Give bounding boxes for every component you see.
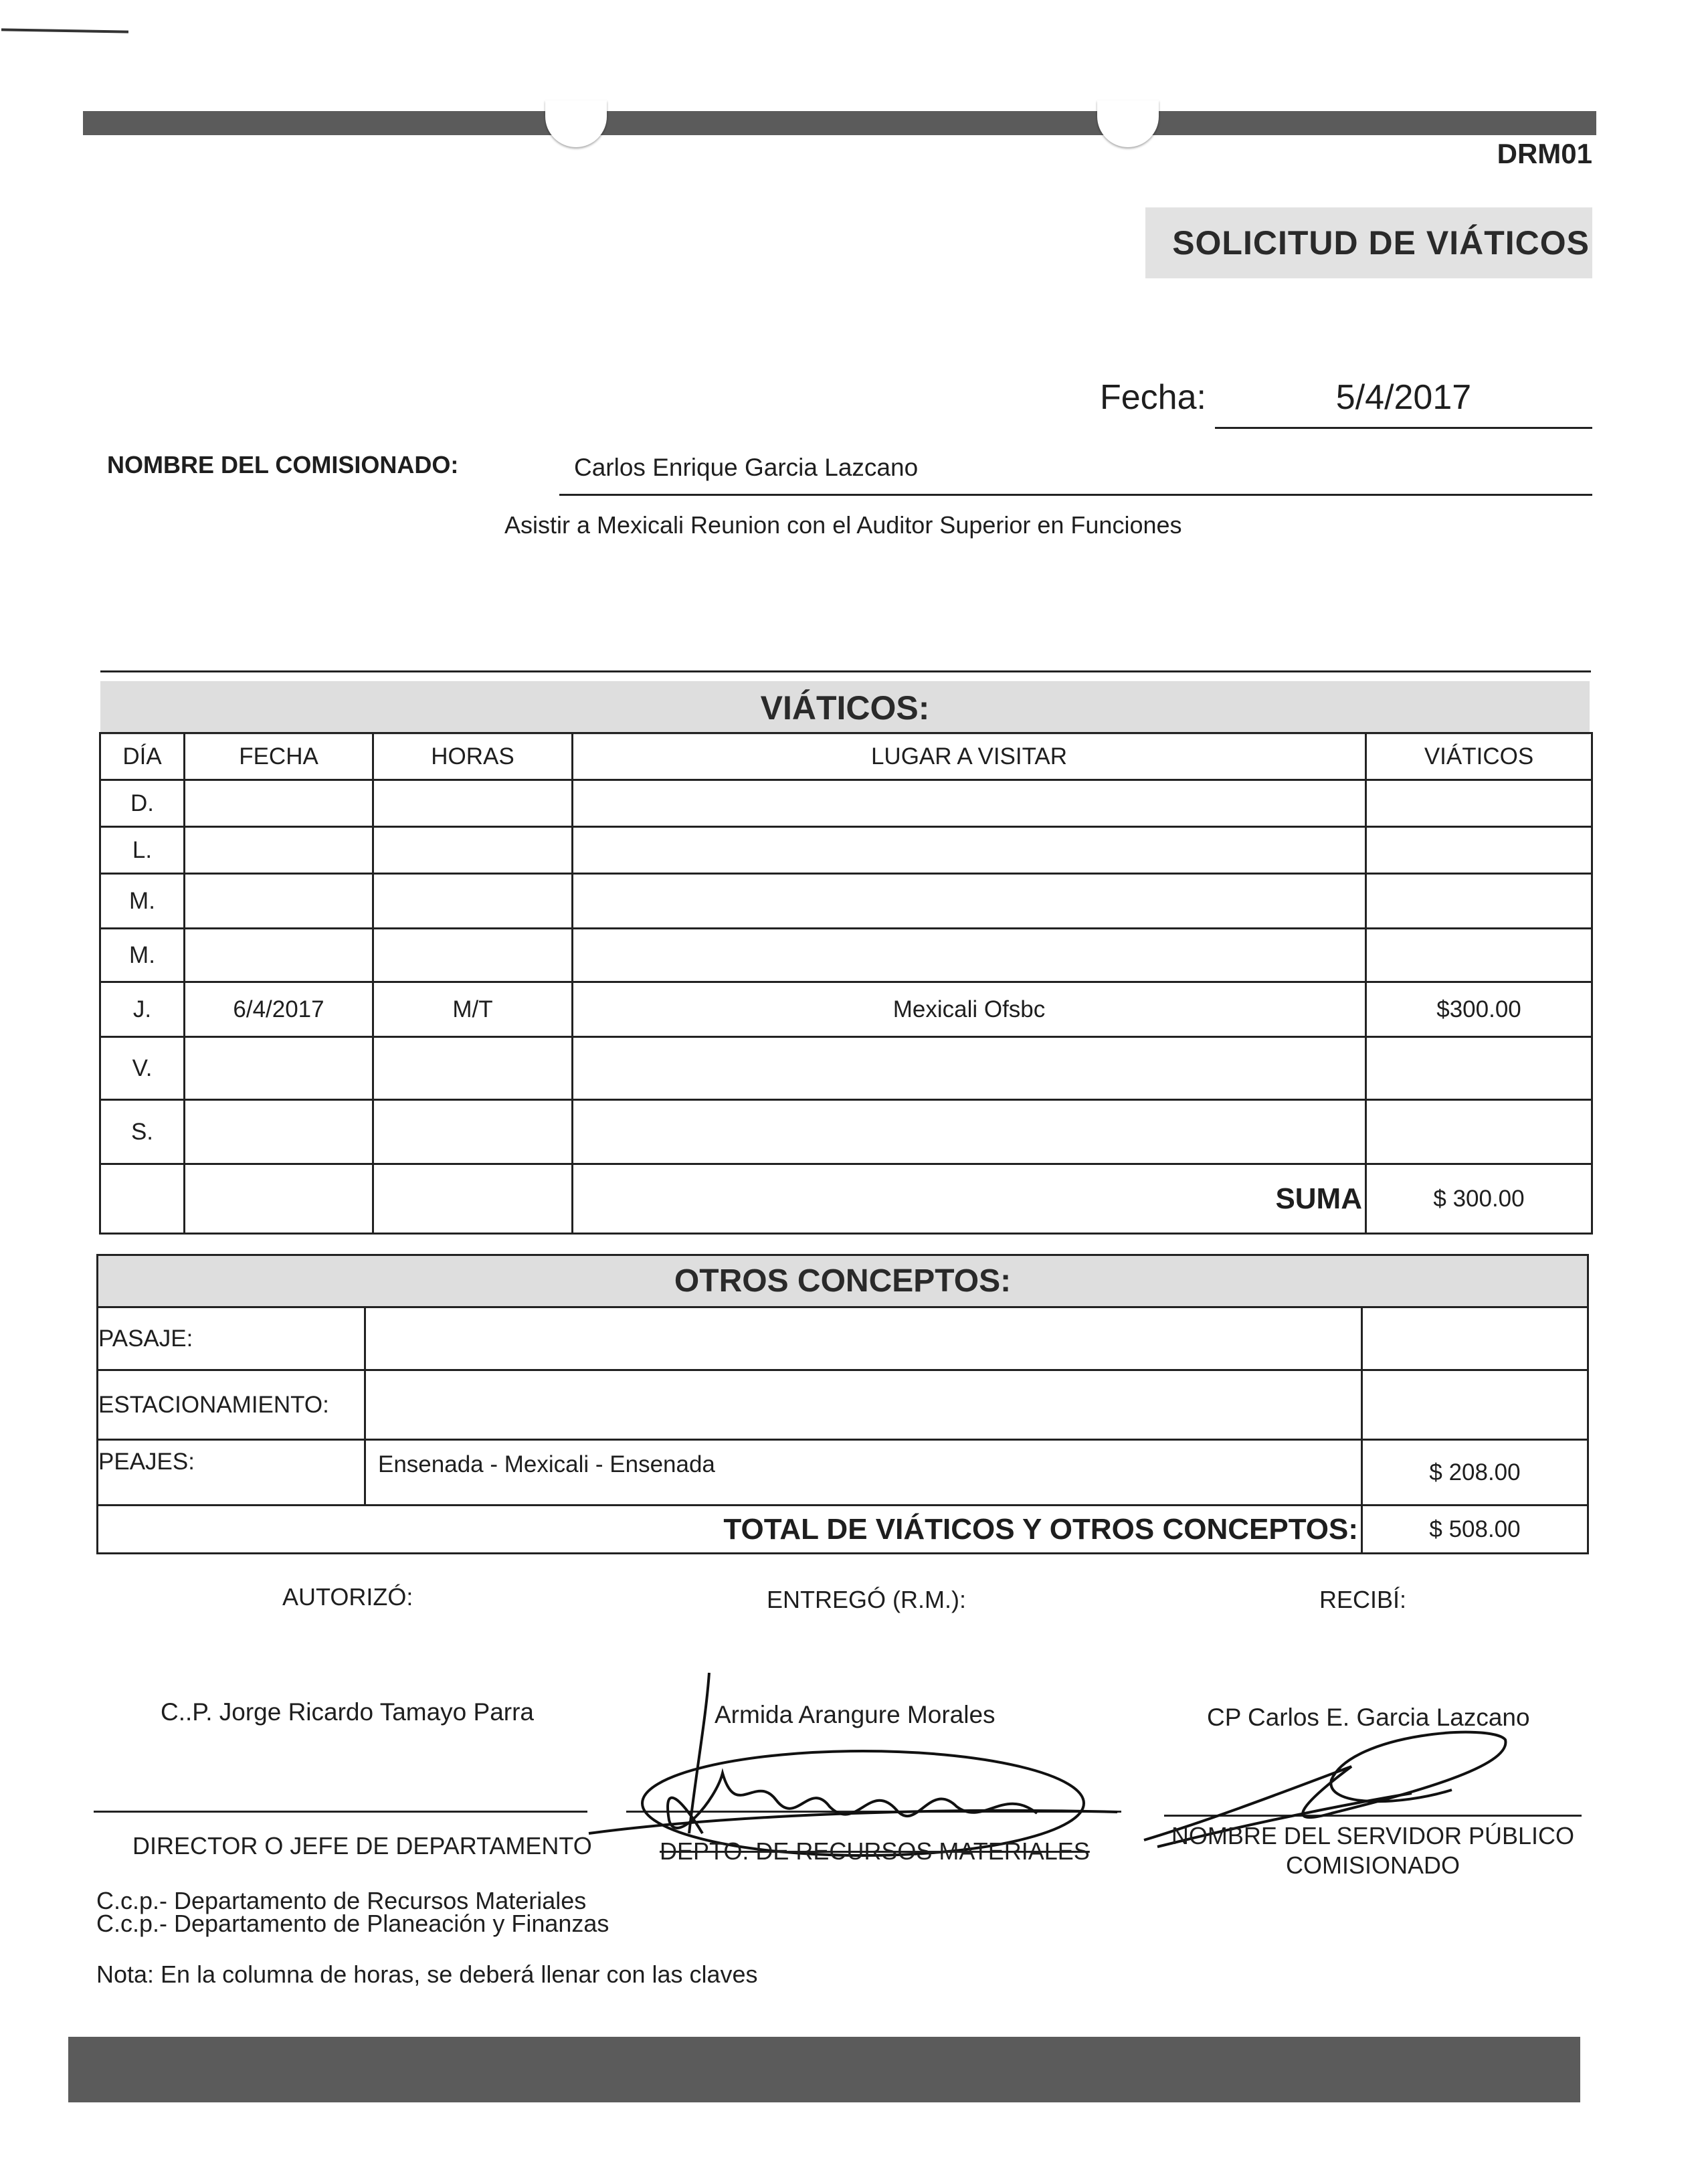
motivo-underline — [100, 670, 1591, 672]
dia-cell: D. — [100, 780, 185, 827]
horas-cell: M/T — [373, 982, 573, 1037]
viaticos-cell — [1366, 827, 1592, 874]
dia-cell: M. — [100, 874, 185, 929]
fecha-cell: 6/4/2017 — [185, 982, 373, 1037]
fecha-cell — [185, 929, 373, 982]
otros-label: ESTACIONAMIENTO: — [98, 1370, 365, 1440]
fecha-cell — [185, 780, 373, 827]
table-row — [100, 874, 1592, 929]
punch-hole — [1097, 100, 1159, 147]
punch-hole — [545, 100, 607, 147]
recibi-role-line2: COMISIONADO — [1285, 1851, 1460, 1879]
entrego-label: ENTREGÓ (R.M.): — [767, 1586, 966, 1613]
table-row — [98, 1370, 1588, 1440]
col-header-fecha: FECHA — [185, 733, 373, 780]
table-row — [100, 780, 1592, 827]
total-label: TOTAL DE VIÁTICOS Y OTROS CONCEPTOS: — [98, 1506, 1362, 1554]
fecha-cell — [185, 1037, 373, 1100]
table-row — [100, 929, 1592, 982]
horas-cell — [373, 1100, 573, 1164]
bottom-bar — [68, 2037, 1580, 2102]
suma-row — [100, 1164, 1592, 1234]
viaticos-cell — [1366, 780, 1592, 827]
ccp-line: C.c.p.- Departamento de Planeación y Finanzas — [96, 1910, 609, 1937]
otros-detail — [365, 1307, 1362, 1370]
ccp-list — [96, 1887, 609, 1937]
entrego-name: Armida Arangure Morales — [715, 1701, 996, 1728]
entrego-role: DEPTO. DE RECURSOS MATERIALES — [660, 1837, 1090, 1865]
recibi-label: RECIBÍ: — [1319, 1586, 1407, 1613]
suma-value: $ 300.00 — [1366, 1164, 1592, 1234]
table-row — [100, 1100, 1592, 1164]
fecha-underline — [1215, 427, 1592, 429]
viaticos-cell — [1366, 1100, 1592, 1164]
recibi-role-line1: NOMBRE DEL SERVIDOR PÚBLICO — [1171, 1822, 1575, 1849]
otros-label: PASAJE: — [98, 1307, 365, 1370]
motivo-text: Asistir a Mexicali Reunion con el Auditor Superior en Funciones — [504, 511, 1182, 539]
recibi-role — [1164, 1821, 1582, 1880]
table-row — [98, 1307, 1588, 1370]
scan-mark — [1, 28, 128, 33]
viaticos-heading: VIÁTICOS: — [100, 681, 1590, 735]
lugar-cell — [573, 929, 1366, 982]
viaticos-cell — [1366, 1037, 1592, 1100]
horas-cell — [373, 827, 573, 874]
autorizo-signature-line — [94, 1811, 587, 1813]
total-row — [98, 1506, 1588, 1554]
otros-amount — [1362, 1370, 1588, 1440]
ccp-line: C.c.p.- Departamento de Recursos Materiales — [96, 1887, 587, 1914]
table-header-row — [100, 733, 1592, 780]
autorizo-role: DIRECTOR O JEFE DE DEPARTAMENTO — [132, 1832, 592, 1859]
lugar-cell — [573, 1037, 1366, 1100]
comisionado-underline — [559, 494, 1592, 496]
horas-cell — [373, 1037, 573, 1100]
col-header-viaticos: VIÁTICOS — [1366, 733, 1592, 780]
nota-text: Nota: En la columna de horas, se deberá llenar con las claves — [96, 1961, 758, 1988]
col-header-dia: DÍA — [100, 733, 185, 780]
otros-label: PEAJES: — [98, 1440, 365, 1506]
fecha-value: 5/4/2017 — [1335, 378, 1472, 417]
fecha-cell — [185, 827, 373, 874]
recibi-name: CP Carlos E. Garcia Lazcano — [1207, 1704, 1530, 1731]
otros-heading: OTROS CONCEPTOS: — [98, 1255, 1588, 1307]
comisionado-value: Carlos Enrique Garcia Lazcano — [574, 454, 919, 481]
autorizo-name: C..P. Jorge Ricardo Tamayo Parra — [161, 1698, 534, 1726]
total-value: $ 508.00 — [1362, 1506, 1588, 1554]
table-row — [98, 1440, 1588, 1506]
horas-cell — [373, 929, 573, 982]
col-header-lugar: LUGAR A VISITAR — [573, 733, 1366, 780]
dia-cell: J. — [100, 982, 185, 1037]
fecha-cell — [185, 874, 373, 929]
autorizo-label: AUTORIZÓ: — [282, 1583, 413, 1611]
dia-cell: S. — [100, 1100, 185, 1164]
lugar-cell — [573, 827, 1366, 874]
col-header-horas: HORAS — [373, 733, 573, 780]
viaticos-cell: $300.00 — [1366, 982, 1592, 1037]
lugar-cell — [573, 1100, 1366, 1164]
suma-label: SUMA — [573, 1164, 1366, 1234]
viaticos-cell — [1366, 874, 1592, 929]
dia-cell: M. — [100, 929, 185, 982]
viaticos-cell — [1366, 929, 1592, 982]
lugar-cell — [573, 780, 1366, 827]
entrego-signature — [582, 1666, 1131, 1867]
viaticos-table — [99, 732, 1593, 1235]
otros-amount — [1362, 1307, 1588, 1370]
otros-detail — [365, 1370, 1362, 1440]
dia-cell: L. — [100, 827, 185, 874]
lugar-cell — [573, 874, 1366, 929]
fecha-cell — [185, 1100, 373, 1164]
comisionado-label: NOMBRE DEL COMISIONADO: — [107, 451, 459, 478]
horas-cell — [373, 874, 573, 929]
table-row — [100, 982, 1592, 1037]
form-title: SOLICITUD DE VIÁTICOS — [1145, 207, 1592, 278]
table-row — [100, 827, 1592, 874]
otros-amount: $ 208.00 — [1362, 1440, 1588, 1506]
lugar-cell: Mexicali Ofsbc — [573, 982, 1366, 1037]
table-row — [100, 1037, 1592, 1100]
otros-table — [96, 1254, 1589, 1554]
top-bar — [83, 111, 1596, 135]
otros-detail: Ensenada - Mexicali - Ensenada — [365, 1440, 1362, 1506]
fecha-label: Fecha: — [1100, 378, 1206, 417]
form-code: DRM01 — [1497, 138, 1592, 169]
horas-cell — [373, 780, 573, 827]
dia-cell: V. — [100, 1037, 185, 1100]
